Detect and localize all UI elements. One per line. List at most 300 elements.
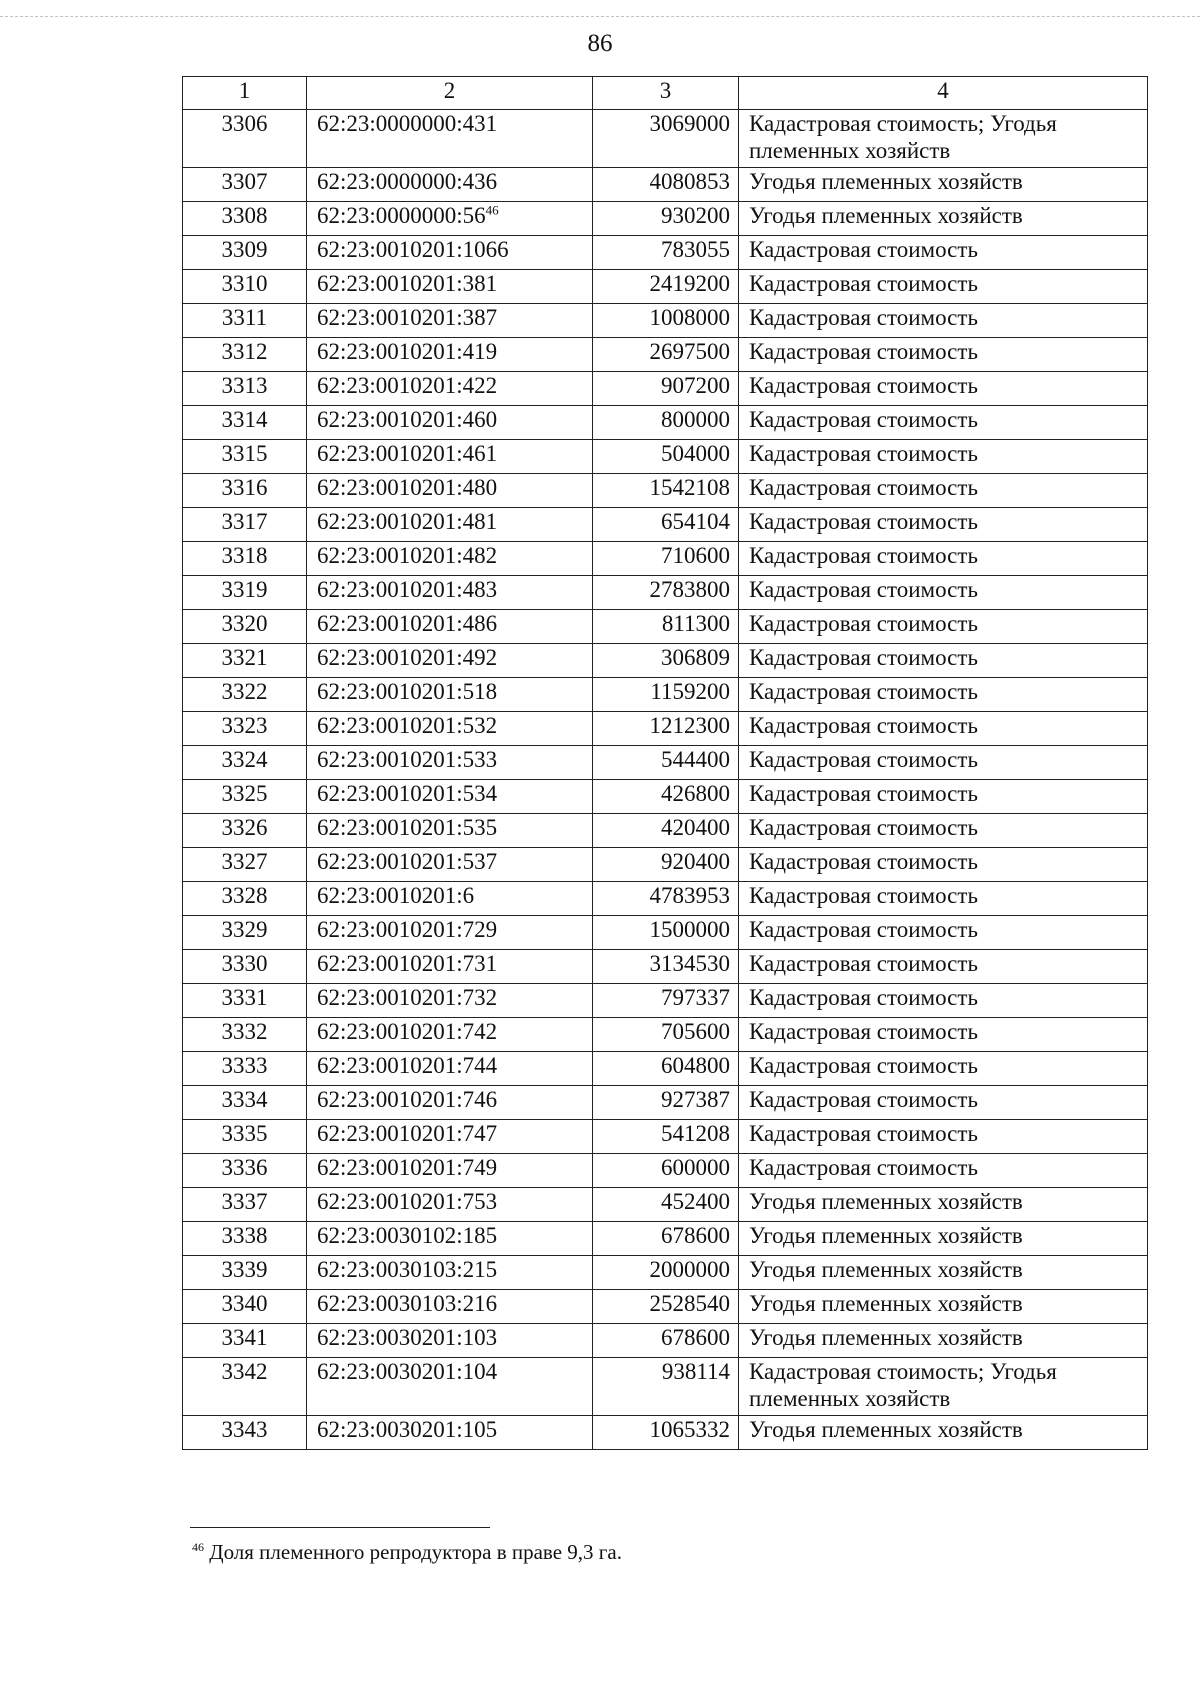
value-cell	[593, 440, 739, 474]
basis-cell	[739, 1222, 1148, 1256]
row-number-cell-text: 3334	[221, 1087, 268, 1112]
row-number-cell	[183, 814, 307, 848]
cadastral-number-cell-text: 62:23:0010201:732	[317, 985, 498, 1010]
table-row	[183, 1018, 1148, 1052]
basis-cell-text: Кадастровая стоимость	[749, 645, 978, 670]
row-number-cell	[183, 1324, 307, 1358]
cadastral-number-cell-text: 62:23:0010201:731	[317, 951, 498, 976]
cadastral-number-cell-text: 62:23:0010201:535	[317, 815, 498, 840]
basis-cell	[739, 984, 1148, 1018]
row-number-cell	[183, 1120, 307, 1154]
table-row	[183, 1120, 1148, 1154]
value-cell	[593, 916, 739, 950]
basis-cell	[739, 202, 1148, 236]
row-number-cell-text: 3328	[221, 883, 268, 908]
value-cell-text: 2783800	[649, 577, 730, 602]
row-number-cell-text: 3313	[221, 373, 268, 398]
value-cell	[593, 1256, 739, 1290]
footnote-text: Доля племенного репродуктора в праве 9,3 га.	[209, 1540, 622, 1564]
basis-cell-text: Угодья племенных хозяйств	[749, 1417, 1023, 1442]
value-cell-text: 783055	[661, 237, 730, 262]
row-number-cell-text: 3332	[221, 1019, 268, 1044]
basis-cell-text: Кадастровая стоимость	[749, 475, 978, 500]
basis-cell-text: Угодья племенных хозяйств	[749, 1223, 1023, 1248]
row-number-cell	[183, 1188, 307, 1222]
row-number-cell-text: 3320	[221, 611, 268, 636]
value-cell-text: 654104	[661, 509, 730, 534]
cadastral-number-cell	[307, 1290, 593, 1324]
value-cell-text: 541208	[661, 1121, 730, 1146]
row-number-cell	[183, 440, 307, 474]
row-number-cell	[183, 916, 307, 950]
table-row	[183, 1188, 1148, 1222]
cadastral-number-cell-text: 62:23:0010201:534	[317, 781, 498, 806]
basis-cell-text: Кадастровая стоимость	[749, 713, 978, 738]
basis-cell	[739, 1256, 1148, 1290]
header-col-3: 3	[593, 77, 739, 110]
cadastral-number-cell-text: 62:23:0000000:431	[317, 111, 498, 136]
value-cell	[593, 610, 739, 644]
row-number-cell	[183, 746, 307, 780]
row-number-cell	[183, 508, 307, 542]
cadastral-number-cell-text: 62:23:0010201:533	[317, 747, 498, 772]
cadastral-number-cell	[307, 1188, 593, 1222]
basis-cell-text: Кадастровая стоимость	[749, 237, 978, 262]
cadastral-number-cell-text: 62:23:0010201:6	[317, 883, 475, 908]
value-cell-text: 811300	[661, 611, 730, 636]
basis-cell-text: Кадастровая стоимость	[749, 373, 978, 398]
cadastral-number-cell	[307, 236, 593, 270]
table-row	[183, 338, 1148, 372]
row-number-cell	[183, 882, 307, 916]
basis-cell-text: Кадастровая стоимость	[749, 781, 978, 806]
value-cell	[593, 508, 739, 542]
footnote	[192, 1540, 622, 1565]
row-number-cell-text: 3330	[221, 951, 268, 976]
row-number-cell-text: 3322	[221, 679, 268, 704]
value-cell	[593, 1324, 739, 1358]
table-row	[183, 916, 1148, 950]
basis-cell-text: Угодья племенных хозяйств	[749, 1257, 1023, 1282]
row-number-cell-text: 3321	[221, 645, 268, 670]
row-number-cell-text: 3307	[221, 169, 268, 194]
basis-cell	[739, 1416, 1148, 1450]
row-number-cell	[183, 372, 307, 406]
basis-cell-text: Кадастровая стоимость	[749, 815, 978, 840]
value-cell	[593, 644, 739, 678]
value-cell-text: 1008000	[649, 305, 730, 330]
basis-cell-text: Кадастровая стоимость	[749, 1019, 978, 1044]
row-number-cell	[183, 338, 307, 372]
row-number-cell-text: 3310	[221, 271, 268, 296]
page-number: 86	[587, 30, 613, 57]
basis-cell-text: Кадастровая стоимость	[749, 339, 978, 364]
table-row	[183, 1154, 1148, 1188]
row-number-cell	[183, 236, 307, 270]
table-row	[183, 1416, 1148, 1450]
cadastral-number-cell-text: 62:23:0010201:480	[317, 475, 498, 500]
value-cell	[593, 1222, 739, 1256]
value-cell	[593, 882, 739, 916]
row-number-cell-text: 3335	[221, 1121, 268, 1146]
table-row	[183, 270, 1148, 304]
cadastral-number-cell	[307, 1324, 593, 1358]
value-cell-text: 452400	[661, 1189, 730, 1214]
cadastral-number-cell-text: 62:23:0010201:746	[317, 1087, 498, 1112]
row-number-cell	[183, 1052, 307, 1086]
basis-cell	[739, 542, 1148, 576]
cadastral-number-cell-text: 62:23:0010201:518	[317, 679, 498, 704]
table-row	[183, 168, 1148, 202]
table-row	[183, 780, 1148, 814]
basis-cell	[739, 678, 1148, 712]
cadastral-number-cell-text: 62:23:0010201:483	[317, 577, 498, 602]
row-number-cell	[183, 270, 307, 304]
table-row	[183, 1358, 1148, 1416]
cadastral-number-cell	[307, 440, 593, 474]
value-cell-text: 4783953	[649, 883, 730, 908]
cadastral-number-cell	[307, 882, 593, 916]
table-row	[183, 1290, 1148, 1324]
table-row	[183, 1256, 1148, 1290]
value-cell	[593, 1120, 739, 1154]
table-row	[183, 814, 1148, 848]
basis-cell	[739, 882, 1148, 916]
basis-cell-text: Кадастровая стоимость	[749, 679, 978, 704]
row-number-cell-text: 3340	[221, 1291, 268, 1316]
value-cell-text: 4080853	[649, 169, 730, 194]
cadastral-number-cell-text: 62:23:0010201:729	[317, 917, 498, 942]
row-number-cell	[183, 202, 307, 236]
basis-cell	[739, 1052, 1148, 1086]
value-cell	[593, 338, 739, 372]
cadastral-number-cell-text: 62:23:0030103:215	[317, 1257, 498, 1282]
cadastral-number-cell	[307, 372, 593, 406]
basis-cell-text: Кадастровая стоимость	[749, 577, 978, 602]
cadastral-number-cell	[307, 950, 593, 984]
cadastral-number-cell	[307, 746, 593, 780]
cadastral-number-cell-text: 62:23:0000000:56	[317, 203, 486, 228]
value-cell-text: 678600	[661, 1223, 730, 1248]
basis-cell-text: Кадастровая стоимость	[749, 271, 978, 296]
scan-edge-line	[0, 16, 1200, 19]
basis-cell	[739, 1358, 1148, 1416]
value-cell	[593, 542, 739, 576]
cadastral-number-cell	[307, 542, 593, 576]
basis-cell-text: Угодья племенных хозяйств	[749, 1325, 1023, 1350]
basis-cell	[739, 576, 1148, 610]
row-number-cell-text: 3318	[221, 543, 268, 568]
value-cell-text: 306809	[661, 645, 730, 670]
row-number-cell	[183, 984, 307, 1018]
value-cell	[593, 1188, 739, 1222]
cadastral-number-cell	[307, 1052, 593, 1086]
cadastral-number-cell-text: 62:23:0030102:185	[317, 1223, 498, 1248]
value-cell-text: 1212300	[649, 713, 730, 738]
basis-cell	[739, 110, 1148, 168]
value-cell-text: 2419200	[649, 271, 730, 296]
row-number-cell-text: 3323	[221, 713, 268, 738]
row-number-cell	[183, 474, 307, 508]
basis-cell-text: Кадастровая стоимость	[749, 441, 978, 466]
value-cell-text: 907200	[661, 373, 730, 398]
footnote-marker: 46	[192, 1540, 204, 1554]
cadastral-number-cell-text: 62:23:0010201:461	[317, 441, 498, 466]
row-number-cell	[183, 1018, 307, 1052]
row-number-cell-text: 3312	[221, 339, 268, 364]
cadastral-number-cell-text: 62:23:0000000:436	[317, 169, 498, 194]
basis-cell-text: Кадастровая стоимость	[749, 543, 978, 568]
basis-cell-text: Кадастровая стоимость	[749, 917, 978, 942]
row-number-cell-text: 3326	[221, 815, 268, 840]
cadastral-number-cell	[307, 270, 593, 304]
cadastral-number-cell-text: 62:23:0010201:1066	[317, 237, 509, 262]
table-row	[183, 1222, 1148, 1256]
cadastral-number-cell	[307, 780, 593, 814]
cadastral-number-cell-text: 62:23:0010201:753	[317, 1189, 498, 1214]
basis-cell	[739, 440, 1148, 474]
value-cell-text: 426800	[661, 781, 730, 806]
row-number-cell	[183, 1256, 307, 1290]
value-cell	[593, 712, 739, 746]
value-cell-text: 1159200	[650, 679, 730, 704]
cadastral-number-cell-text: 62:23:0010201:747	[317, 1121, 498, 1146]
cadastral-number-cell-text: 62:23:0010201:749	[317, 1155, 498, 1180]
basis-cell-text: Кадастровая стоимость	[749, 509, 978, 534]
row-number-cell	[183, 644, 307, 678]
row-number-cell-text: 3311	[221, 305, 268, 330]
value-cell	[593, 1290, 739, 1324]
table-row	[183, 372, 1148, 406]
row-number-cell	[183, 678, 307, 712]
basis-cell	[739, 712, 1148, 746]
value-cell-text: 710600	[661, 543, 730, 568]
table-row	[183, 110, 1148, 168]
basis-cell	[739, 1086, 1148, 1120]
table-header-row	[183, 77, 1148, 110]
row-number-cell	[183, 1290, 307, 1324]
value-cell	[593, 746, 739, 780]
row-number-cell-text: 3317	[221, 509, 268, 534]
row-number-cell-text: 3324	[221, 747, 268, 772]
basis-cell	[739, 814, 1148, 848]
value-cell-text: 938114	[661, 1359, 730, 1384]
footnote-reference: 46	[485, 202, 499, 218]
row-number-cell-text: 3336	[221, 1155, 268, 1180]
value-cell	[593, 780, 739, 814]
row-number-cell-text: 3342	[221, 1359, 268, 1384]
table-row	[183, 678, 1148, 712]
cadastral-number-cell-text: 62:23:0010201:381	[317, 271, 498, 296]
cadastral-number-cell	[307, 202, 593, 236]
value-cell	[593, 168, 739, 202]
table-row	[183, 984, 1148, 1018]
basis-cell	[739, 474, 1148, 508]
value-cell-text: 544400	[661, 747, 730, 772]
cadastral-number-cell	[307, 678, 593, 712]
table-row	[183, 610, 1148, 644]
value-cell	[593, 848, 739, 882]
table-row	[183, 236, 1148, 270]
row-number-cell-text: 3319	[221, 577, 268, 602]
value-cell-text: 600000	[661, 1155, 730, 1180]
cadastral-number-cell	[307, 610, 593, 644]
row-number-cell	[183, 110, 307, 168]
value-cell-text: 800000	[661, 407, 730, 432]
value-cell	[593, 474, 739, 508]
cadastral-number-cell-text: 62:23:0010201:419	[317, 339, 498, 364]
row-number-cell	[183, 576, 307, 610]
row-number-cell	[183, 406, 307, 440]
table-row	[183, 848, 1148, 882]
row-number-cell	[183, 848, 307, 882]
basis-cell-text: Кадастровая стоимость	[749, 305, 978, 330]
cadastral-number-cell	[307, 1018, 593, 1052]
table-row	[183, 712, 1148, 746]
row-number-cell-text: 3306	[221, 111, 268, 136]
value-cell-text: 2697500	[649, 339, 730, 364]
cadastral-number-cell	[307, 814, 593, 848]
row-number-cell-text: 3339	[221, 1257, 268, 1282]
value-cell-text: 604800	[661, 1053, 730, 1078]
value-cell-text: 3069000	[649, 111, 730, 136]
table-row	[183, 1324, 1148, 1358]
value-cell	[593, 814, 739, 848]
basis-cell-text: Кадастровая стоимость	[749, 951, 978, 976]
cadastral-number-cell	[307, 508, 593, 542]
basis-cell	[739, 372, 1148, 406]
basis-cell	[739, 1324, 1148, 1358]
value-cell-text: 1542108	[649, 475, 730, 500]
basis-cell	[739, 746, 1148, 780]
basis-cell	[739, 508, 1148, 542]
basis-cell	[739, 338, 1148, 372]
row-number-cell	[183, 542, 307, 576]
cadastral-number-cell	[307, 916, 593, 950]
row-number-cell-text: 3316	[221, 475, 268, 500]
row-number-cell	[183, 950, 307, 984]
row-number-cell-text: 3308	[221, 203, 268, 228]
value-cell	[593, 110, 739, 168]
table-row	[183, 440, 1148, 474]
basis-cell	[739, 610, 1148, 644]
value-cell-text: 420400	[661, 815, 730, 840]
value-cell	[593, 678, 739, 712]
basis-cell-text: Кадастровая стоимость	[749, 883, 978, 908]
value-cell-text: 2528540	[649, 1291, 730, 1316]
cadastral-number-cell	[307, 848, 593, 882]
row-number-cell	[183, 1222, 307, 1256]
basis-cell	[739, 950, 1148, 984]
cadastral-number-cell-text: 62:23:0030201:104	[317, 1359, 498, 1384]
value-cell-text: 705600	[661, 1019, 730, 1044]
value-cell	[593, 1018, 739, 1052]
value-cell-text: 1065332	[649, 1417, 730, 1442]
row-number-cell	[183, 1416, 307, 1450]
basis-cell-text: Кадастровая стоимость	[749, 407, 978, 432]
basis-cell-text: Кадастровая стоимость	[749, 1053, 978, 1078]
cadastral-number-cell	[307, 406, 593, 440]
row-number-cell-text: 3333	[221, 1053, 268, 1078]
value-cell	[593, 406, 739, 440]
table-row	[183, 950, 1148, 984]
row-number-cell-text: 3329	[221, 917, 268, 942]
row-number-cell-text: 3331	[221, 985, 268, 1010]
value-cell	[593, 950, 739, 984]
cadastral-number-cell	[307, 984, 593, 1018]
basis-cell	[739, 1290, 1148, 1324]
cadastral-number-cell	[307, 644, 593, 678]
row-number-cell	[183, 610, 307, 644]
basis-cell	[739, 1188, 1148, 1222]
value-cell	[593, 1358, 739, 1416]
land-register-table	[182, 76, 1148, 1450]
basis-cell	[739, 1018, 1148, 1052]
value-cell-text: 920400	[661, 849, 730, 874]
basis-cell-text: Кадастровая стоимость	[749, 1121, 978, 1146]
row-number-cell-text: 3315	[221, 441, 268, 466]
cadastral-number-cell	[307, 474, 593, 508]
basis-cell	[739, 304, 1148, 338]
cadastral-number-cell	[307, 1416, 593, 1450]
cadastral-number-cell	[307, 1358, 593, 1416]
row-number-cell-text: 3341	[221, 1325, 268, 1350]
cadastral-number-cell-text: 62:23:0010201:422	[317, 373, 498, 398]
row-number-cell	[183, 1358, 307, 1416]
cadastral-number-cell-text: 62:23:0010201:537	[317, 849, 498, 874]
cadastral-number-cell	[307, 168, 593, 202]
basis-cell-text: Кадастровая стоимость	[749, 985, 978, 1010]
basis-cell-text: Угодья племенных хозяйств	[749, 1291, 1023, 1316]
table-row	[183, 508, 1148, 542]
row-number-cell-text: 3327	[221, 849, 268, 874]
value-cell-text: 2000000	[649, 1257, 730, 1282]
basis-cell-text: Кадастровая стоимость; Угодья племенных хозяйств	[749, 1359, 1057, 1412]
basis-cell	[739, 848, 1148, 882]
header-col-2: 2	[307, 77, 593, 110]
table-row	[183, 474, 1148, 508]
row-number-cell	[183, 780, 307, 814]
table-row	[183, 304, 1148, 338]
basis-cell-text: Кадастровая стоимость	[749, 849, 978, 874]
basis-cell-text: Кадастровая стоимость	[749, 611, 978, 636]
table-row	[183, 644, 1148, 678]
row-number-cell	[183, 1154, 307, 1188]
cadastral-number-cell	[307, 304, 593, 338]
cadastral-number-cell-text: 62:23:0010201:460	[317, 407, 498, 432]
basis-cell-text: Угодья племенных хозяйств	[749, 1189, 1023, 1214]
cadastral-number-cell-text: 62:23:0010201:481	[317, 509, 498, 534]
cadastral-number-cell-text: 62:23:0030201:105	[317, 1417, 498, 1442]
table-row	[183, 202, 1148, 236]
cadastral-number-cell-text: 62:23:0030201:103	[317, 1325, 498, 1350]
basis-cell	[739, 644, 1148, 678]
cadastral-number-cell	[307, 1256, 593, 1290]
value-cell	[593, 1154, 739, 1188]
row-number-cell-text: 3343	[221, 1417, 268, 1442]
cadastral-number-cell	[307, 1120, 593, 1154]
value-cell	[593, 1086, 739, 1120]
cadastral-number-cell-text: 62:23:0010201:492	[317, 645, 498, 670]
basis-cell	[739, 780, 1148, 814]
cadastral-number-cell	[307, 1086, 593, 1120]
value-cell	[593, 372, 739, 406]
row-number-cell	[183, 304, 307, 338]
row-number-cell	[183, 168, 307, 202]
row-number-cell	[183, 1086, 307, 1120]
basis-cell-text: Угодья племенных хозяйств	[749, 169, 1023, 194]
row-number-cell-text: 3314	[221, 407, 268, 432]
